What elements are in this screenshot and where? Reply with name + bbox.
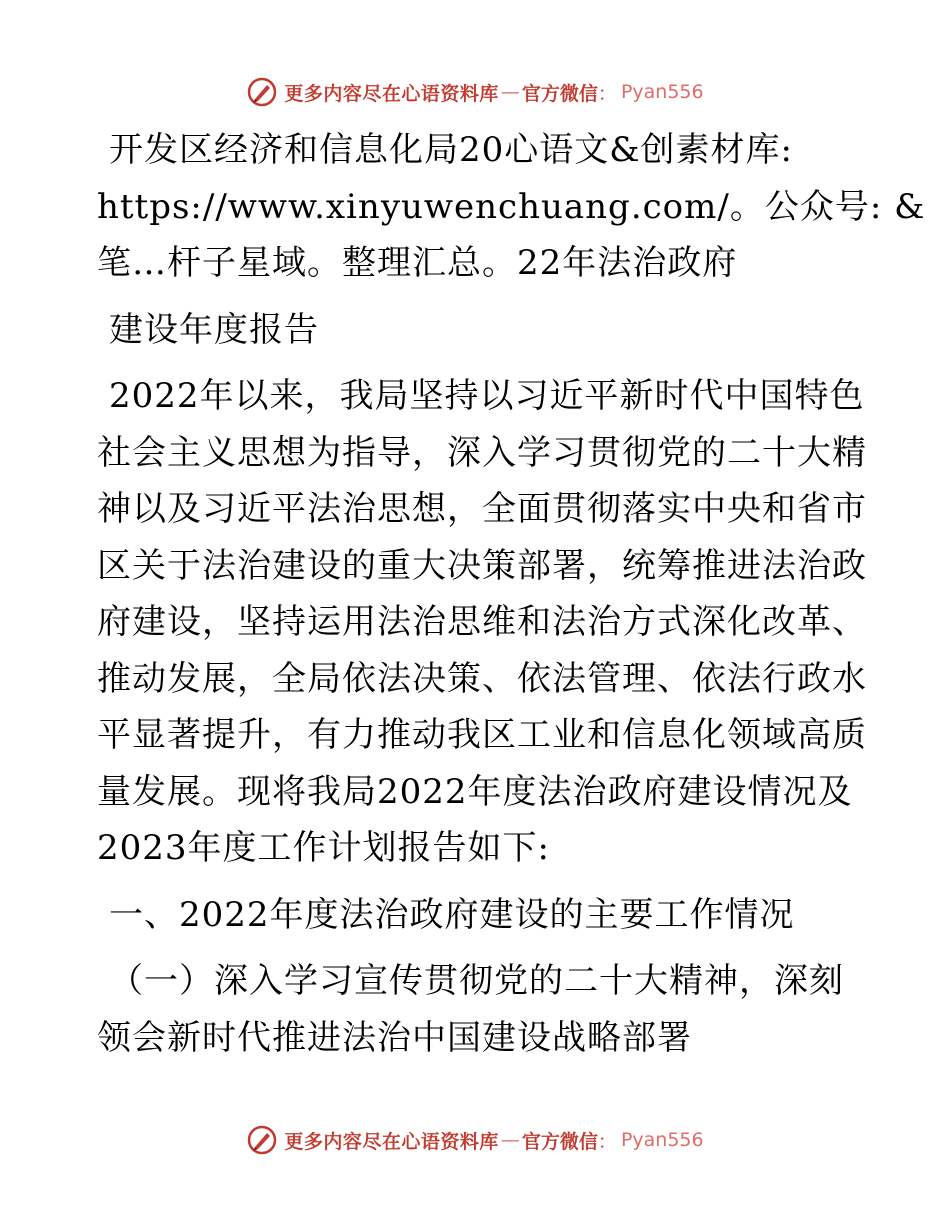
watermark-main-text: 更多内容尽在心语资料库	[284, 1130, 499, 1153]
watermark-footer	[0, 1120, 950, 1160]
pen-logo-icon	[246, 1124, 278, 1156]
watermark-wechat-id: Pyan556	[620, 81, 704, 103]
intro-line: 平显著提升，有力推动我区工业和信息化领域高质	[97, 715, 867, 755]
intro-line: 2023年度工作计划报告如下:	[97, 828, 550, 868]
section-heading: 一、2022年度法治政府建设的主要工作情况	[109, 894, 795, 935]
watermark-header	[0, 72, 950, 112]
intro-line: 区关于法治建设的重大决策部署，统筹推进法治政	[97, 545, 867, 586]
intro-line: 神以及习近平法治思想，全面贯彻落实中央和省市	[97, 489, 867, 529]
watermark-wechat-id: Pyan556	[620, 1129, 704, 1151]
intro-line: 府建设，坚持运用法治思维和法治方式深化改革、	[97, 602, 867, 642]
watermark-separator: —	[500, 81, 520, 103]
subsection-line: （一）深入学习宣传贯彻党的二十大精神，深刻	[109, 961, 844, 1001]
subsection-line: 领会新时代推进法治中国建设战略部署	[97, 1017, 692, 1058]
intro-line: 社会主义思想为指导，深入学习贯彻党的二十大精	[97, 432, 867, 473]
document-body	[97, 122, 926, 1066]
header-line: 笔…杆子星域。整理汇总。22年法治政府	[97, 243, 738, 283]
intro-line: 量发展。现将我局2022年度法治政府建设情况及	[97, 771, 853, 812]
intro-line: 推动发展，全局依法决策、依法管理、依法行政水	[97, 658, 867, 699]
watermark-colon: ：	[597, 1130, 617, 1153]
intro-line: 2022年以来，我局坚持以习近平新时代中国特色	[109, 376, 865, 416]
header-line: 开发区经济和信息化局20心语文&创素材库:	[109, 130, 793, 170]
watermark-colon: ：	[597, 82, 617, 105]
watermark-wechat-label: 官方微信	[521, 82, 598, 105]
watermark-main-text: 更多内容尽在心语资料库	[284, 82, 499, 105]
pen-logo-icon	[246, 76, 278, 108]
watermark-wechat-label: 官方微信	[521, 1130, 598, 1153]
document-title: 建设年度报告	[109, 309, 319, 350]
header-line: https://www.xinyuwenchuang.com/。公众号: &	[97, 186, 926, 227]
watermark-separator: —	[500, 1129, 520, 1151]
